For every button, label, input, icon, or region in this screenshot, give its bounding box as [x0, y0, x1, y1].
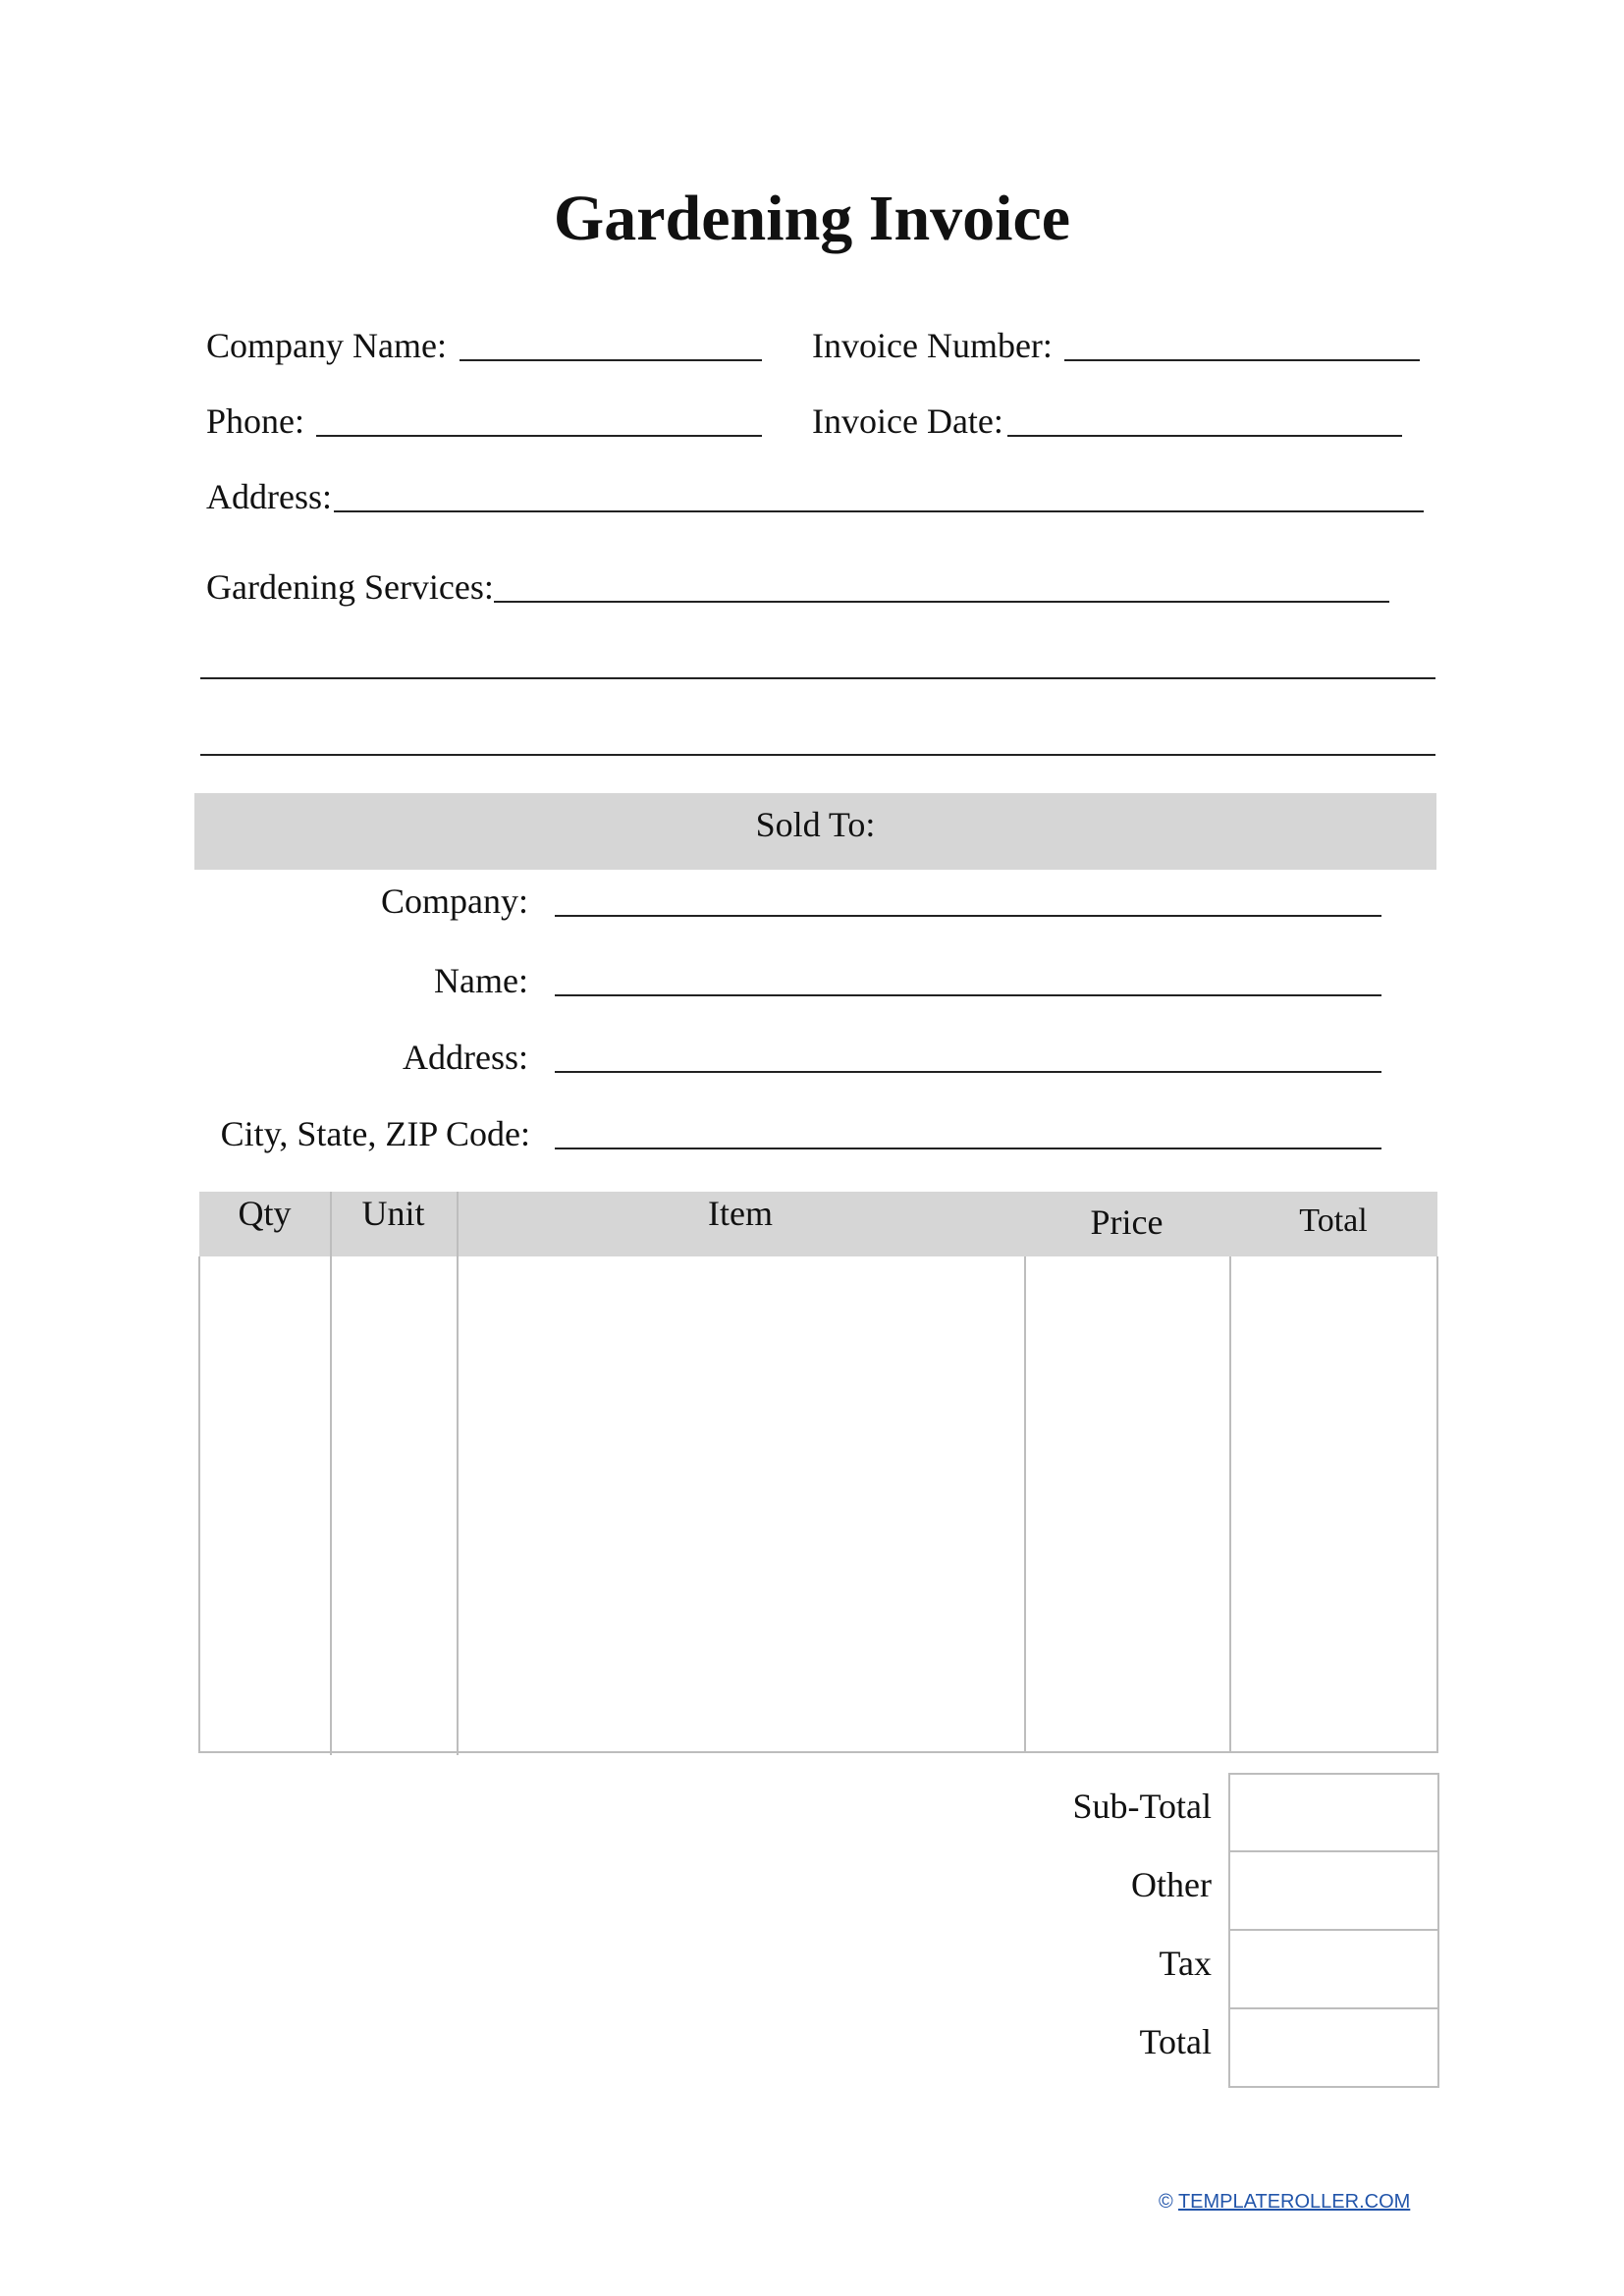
sold-to-company-label: Company:: [381, 881, 528, 921]
column-divider-unit-item: [457, 1192, 459, 1755]
column-header-unit: Unit: [361, 1194, 425, 1233]
templateroller-link[interactable]: TEMPLATEROLLER.COM: [1177, 2191, 1411, 2213]
document-title: Gardening Invoice: [553, 183, 1071, 254]
sold-to-name-label: Name:: [434, 961, 528, 1000]
column-header-qty: Qty: [238, 1194, 292, 1233]
column-header-item: Item: [708, 1194, 773, 1233]
other-label: Other: [1131, 1865, 1212, 1904]
invoice-number-label: Invoice Number:: [812, 326, 1053, 365]
column-divider-item-price: [1024, 1256, 1026, 1753]
phone-label: Phone:: [206, 401, 305, 441]
subtotal-box[interactable]: [1228, 1773, 1439, 1852]
sold-to-company-field[interactable]: [555, 915, 1381, 917]
subtotal-label: Sub-Total: [1072, 1787, 1212, 1826]
total-box[interactable]: [1228, 2007, 1439, 2088]
column-header-price: Price: [1090, 1202, 1164, 1242]
sold-to-heading: Sold To:: [755, 805, 876, 844]
gardening-services-label: Gardening Services:: [206, 567, 494, 607]
column-header-total: Total: [1299, 1202, 1368, 1239]
gardening-services-field[interactable]: [494, 601, 1389, 603]
address-label: Address:: [206, 477, 332, 516]
column-divider-qty-unit: [330, 1192, 332, 1755]
sold-to-city-state-zip-field[interactable]: [555, 1148, 1381, 1149]
column-divider-price-total: [1229, 1256, 1231, 1753]
footer-credit: [1159, 2191, 1410, 2214]
phone-field[interactable]: [316, 435, 762, 437]
address-field[interactable]: [334, 510, 1424, 512]
company-name-field[interactable]: [460, 359, 762, 361]
invoice-date-field[interactable]: [1007, 435, 1402, 437]
total-label: Total: [1139, 2022, 1212, 2061]
invoice-number-field[interactable]: [1064, 359, 1420, 361]
gardening-services-line-3[interactable]: [200, 754, 1435, 756]
sold-to-name-field[interactable]: [555, 994, 1381, 996]
items-table-body: [198, 1256, 1438, 1753]
invoice-date-label: Invoice Date:: [812, 401, 1003, 441]
tax-box[interactable]: [1228, 1929, 1439, 2009]
sold-to-address-field[interactable]: [555, 1071, 1381, 1073]
company-name-label: Company Name:: [206, 326, 447, 365]
tax-label: Tax: [1159, 1944, 1212, 1983]
gardening-services-line-2[interactable]: [200, 677, 1435, 679]
copyright-icon: ©: [1159, 2191, 1173, 2213]
other-box[interactable]: [1228, 1850, 1439, 1931]
sold-to-address-label: Address:: [403, 1038, 528, 1077]
sold-to-city-state-zip-label: City, State, ZIP Code:: [220, 1114, 530, 1153]
